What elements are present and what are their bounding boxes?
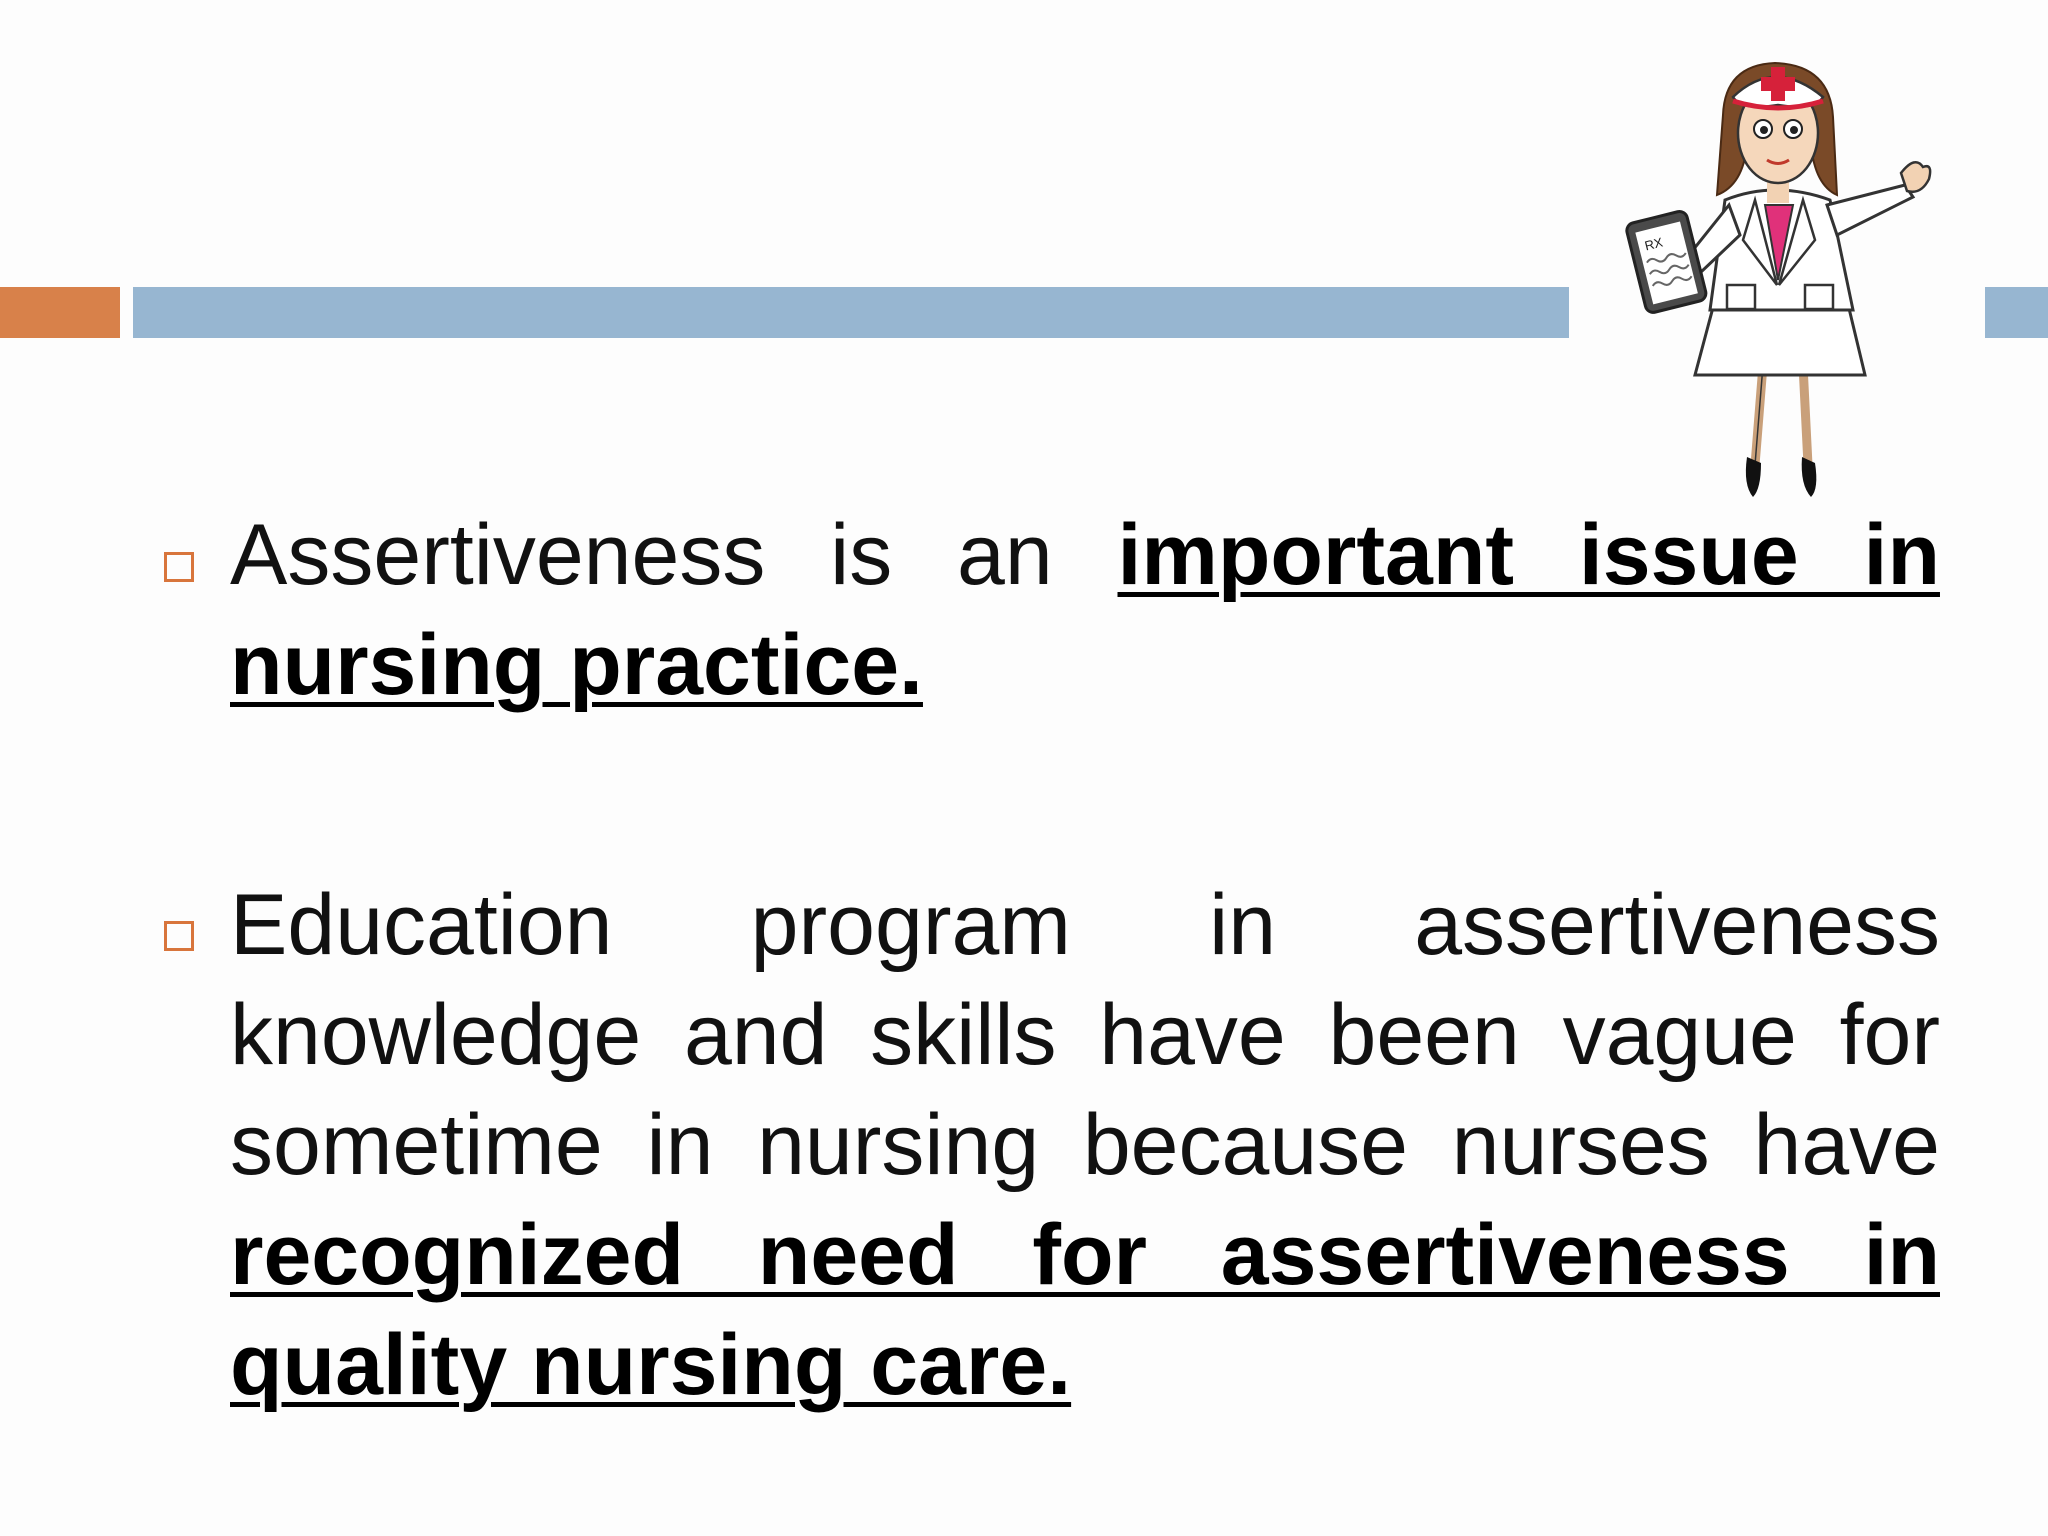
- clipboard-label: RX: [1643, 234, 1665, 254]
- bullet-square-icon: [164, 921, 194, 951]
- bullet-1-plain-text: Assertiveness is an: [230, 507, 1118, 603]
- bullet-square-icon: [164, 552, 194, 582]
- bullet-1-emphasis-text: important issue in nursing practice.: [230, 507, 1940, 713]
- bullet-2-emphasis-text: recognized need for assertiveness in quality nursing care.: [230, 1207, 1940, 1413]
- bullet-text-assertiveness-importance: [230, 500, 1940, 720]
- bullet-text-education-program: [230, 870, 1940, 1420]
- bullet-2-plain-text: Education program in assertiveness knowledge and skills have been vague for sometime in nursing because nurses have: [230, 877, 1940, 1193]
